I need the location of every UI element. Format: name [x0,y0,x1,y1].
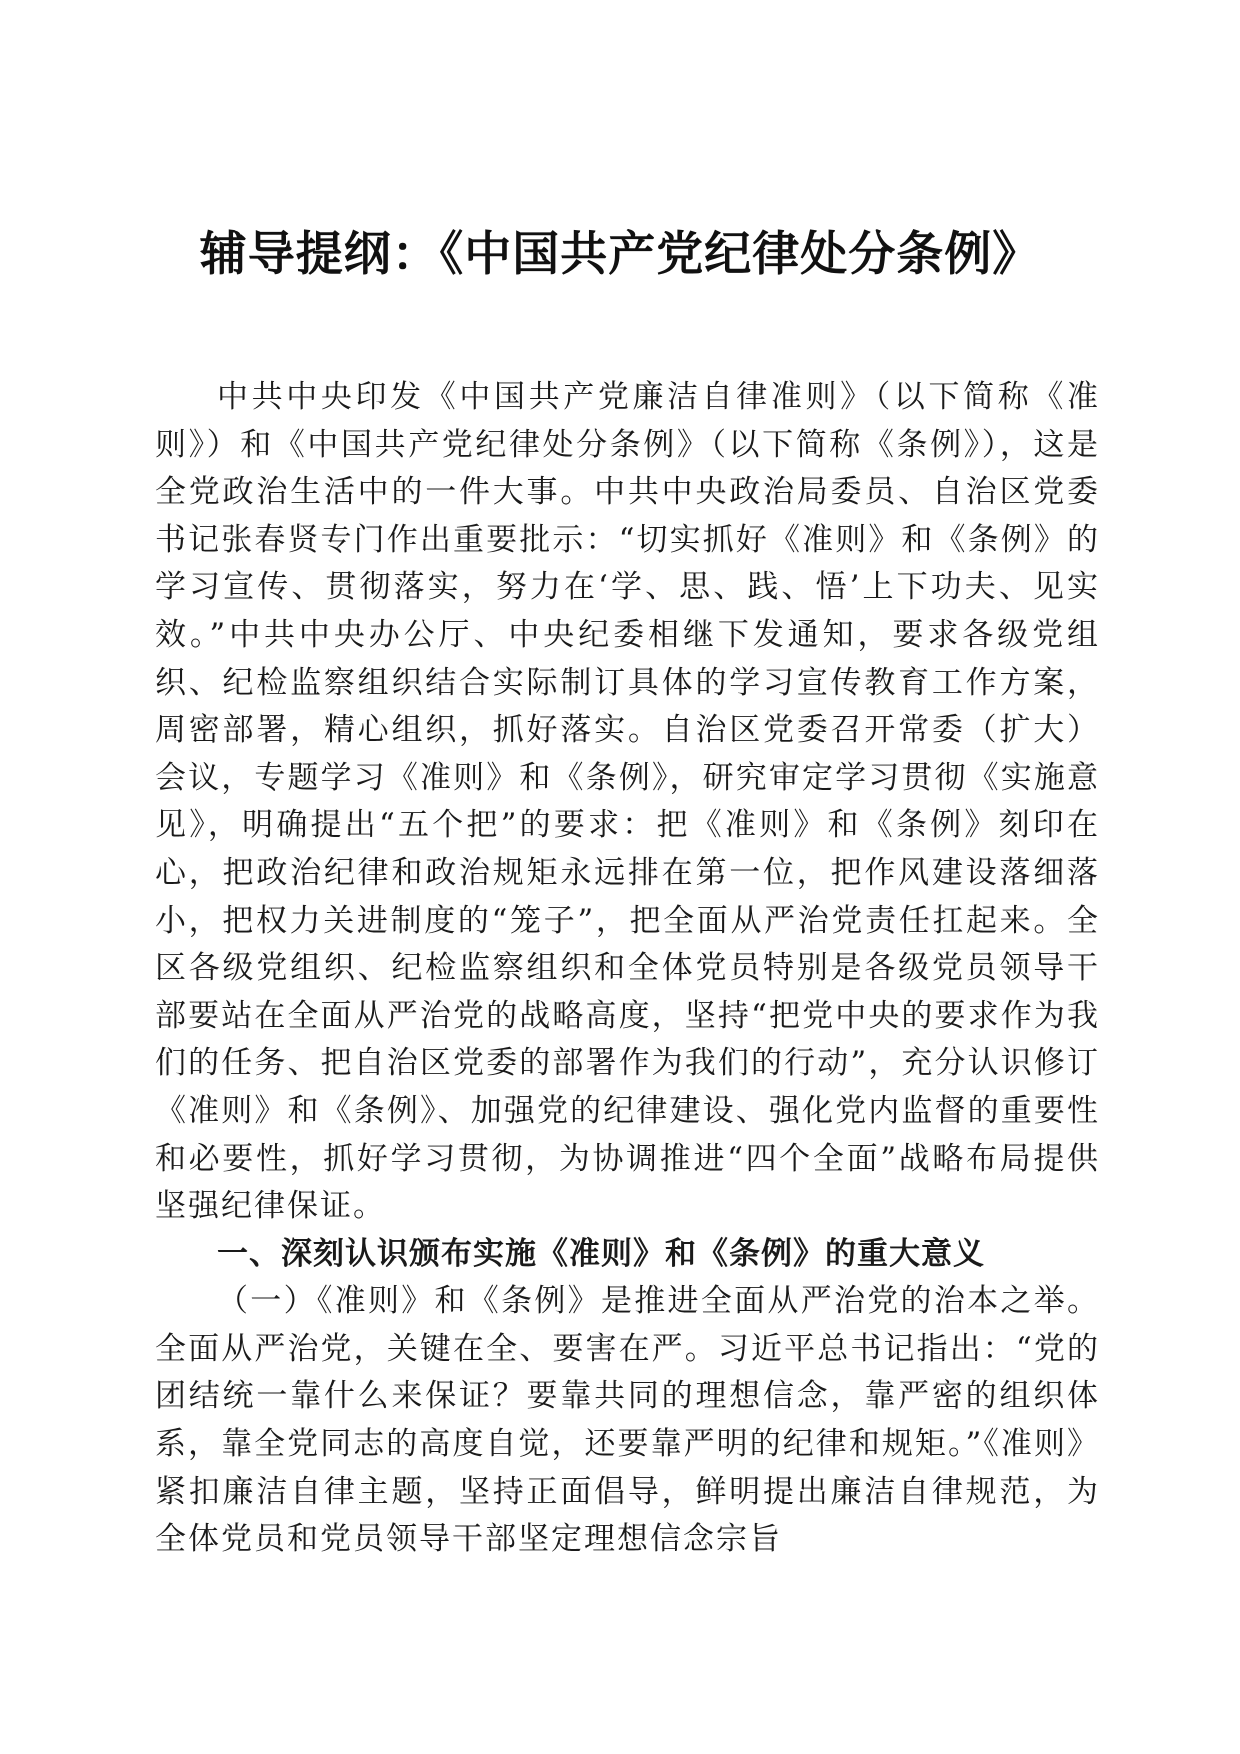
document-body [155,374,1100,1564]
section-heading: 一、深刻认识颁布实施《准则》和《条例》的重大意义 [217,1235,985,1272]
section-paragraph: （一）《准则》和《条例》是推进全面从严治党的治本之举。全面从严治党，关键在全、要害在严。习近平总书记指出：“党的团结统一靠什么来保证？要靠共同的理想信念，靠严密的组织体系，靠全党同志的高度自觉，还要靠严明的纪律和规矩。”《准则》紧扣廉洁自律主题，坚持正面倡导，鲜明提出廉洁自律规范，为全体党员和党员领导干部坚定理想信念宗旨 [155,1283,1100,1558]
document-title: 辅导提纲：《中国共产党纪律处分条例》 [199,227,1041,282]
intro-paragraph: 中共中央印发《中国共产党廉洁自律准则》（以下简称《准则》）和《中国共产党纪律处分条例》（以下简称《条例》），这是全党政治生活中的一件大事。中共中央政治局委员、自治区党委书记张春贤专门作出重要批示：“切实抓好《准则》和《条例》的学习宣传、贯彻落实，努力在‘学、思、践、悟’上下功夫、见实效。”中共中央办公厅、中央纪委相继下发通知，要求各级党组织、纪检监察组织结合实际制订具体的学习宣传教育工作方案，周密部署，精心组织，抓好落实。自治区党委召开常委（扩大）会议，专题学习《准则》和《条例》，研究审定学习贯彻《实施意见》，明确提出“五个把”的要求：把《准则》和《条例》刻印在心，把政治纪律和政治规矩永远排在第一位，把作风建设落细落小，把权力关进制度的“笼子”，把全面从严治党责任扛起来。全区各级党组织、纪检监察组织和全体党员特别是各级党员领导干部要站在全面从严治党的战略高度，坚持“把党中央的要求作为我们的任务、把自治区党委的部署作为我们的行动”，充分认识修订《准则》和《条例》、加强党的纪律建设、强化党内监督的重要性和必要性，抓好学习贯彻，为协调推进“四个全面”战略布局提供坚强纪律保证。 [155,379,1100,1225]
